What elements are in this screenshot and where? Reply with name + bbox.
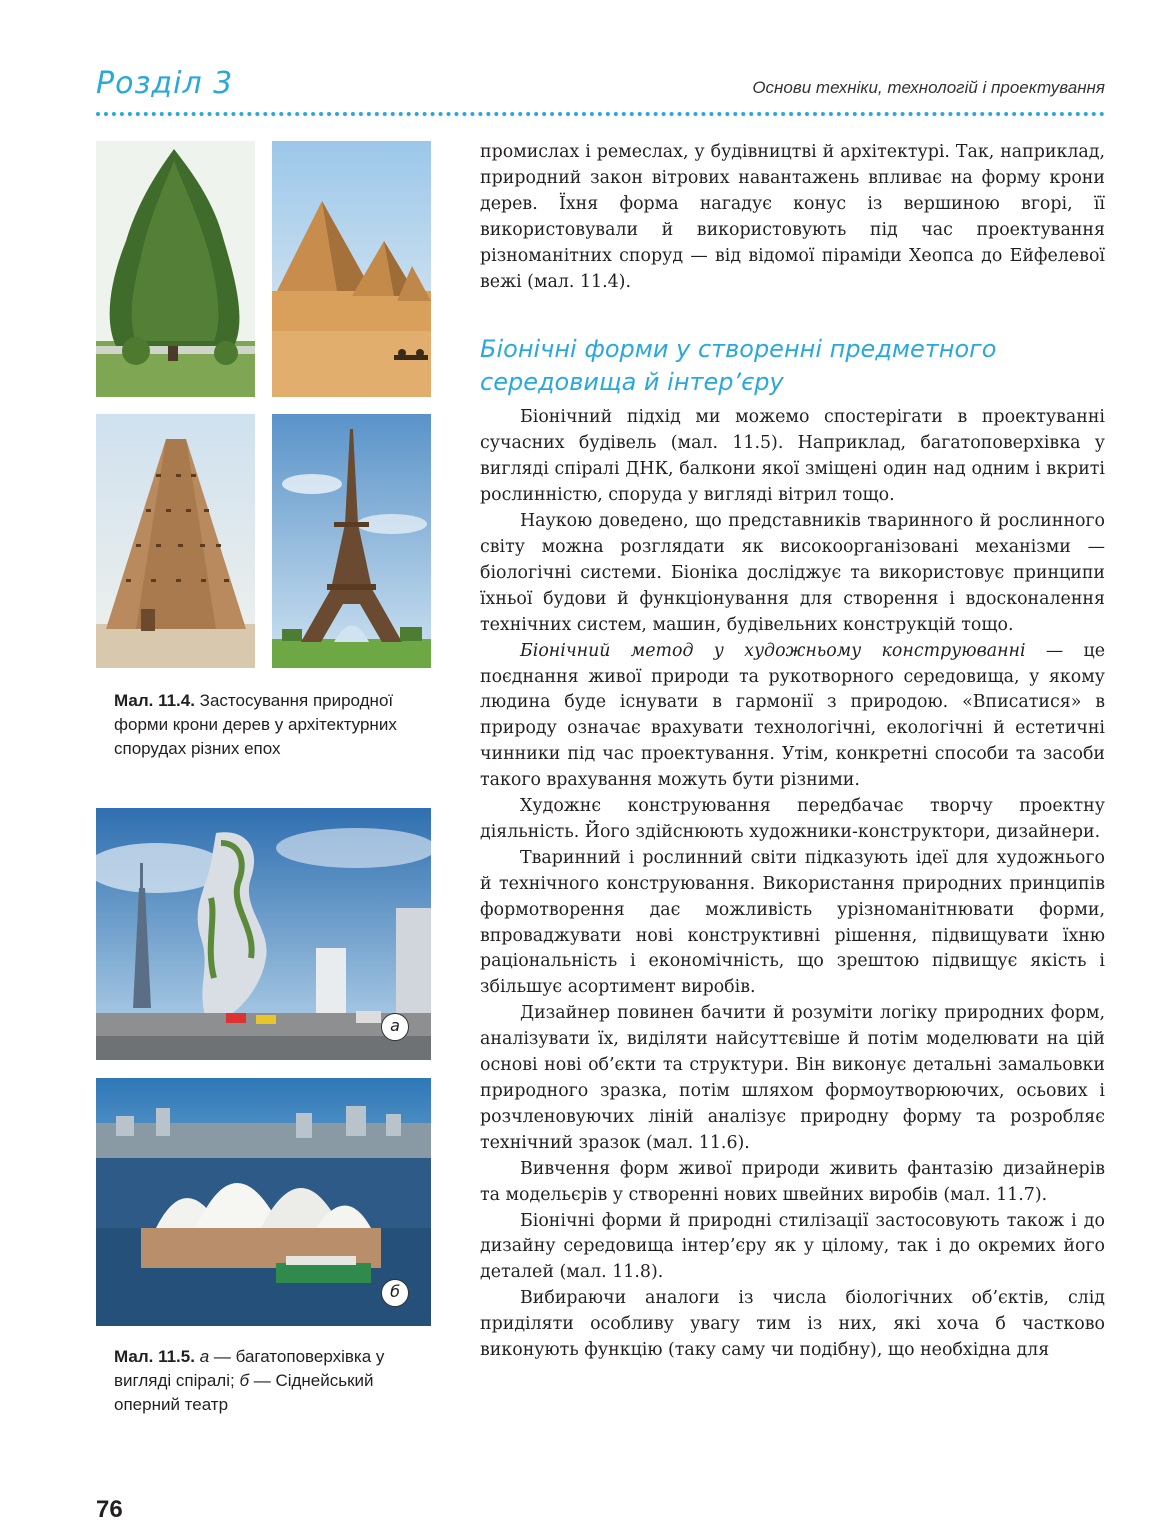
chapter-title: Розділ 3 xyxy=(96,66,234,101)
caption-text-b: — Сіднейський оперний театр xyxy=(114,1371,374,1414)
photo-eiffel-tower xyxy=(272,414,431,668)
caption-label: Мал. 11.4. xyxy=(114,691,195,710)
dotted-divider xyxy=(96,112,1105,116)
photo-pyramids xyxy=(272,141,431,397)
figure-label-b: б xyxy=(381,1279,409,1307)
term-emphasis: Біонічний метод у художньому конструюванні xyxy=(520,640,1026,661)
figure-label-a: а xyxy=(381,1013,409,1041)
figure-11-5-caption xyxy=(114,1345,424,1417)
caption-label: Мал. 11.5. xyxy=(114,1347,195,1366)
photo-mud-mosque xyxy=(96,414,255,668)
photo-tree xyxy=(96,141,255,397)
paragraph-intro: промислах і ремеслах, у будівництві й архітектурі. Так, наприклад, природний закон вітрових навантажень впливає на форму крони дерев. Їхня форма нагадує конус із вершиною вгорі, її використовували й використовують під час проектування різноманітних споруд — від відомої піраміди Хеопса до Ейфелевої вежі (мал. 11.4). xyxy=(480,142,1105,292)
caption-text-a: — багатоповерхівка у вигляді спіралі; xyxy=(114,1347,385,1390)
figure-11-4-caption xyxy=(114,689,424,761)
section-heading xyxy=(480,333,1105,399)
running-header: Основи техніки, технологій і проектування xyxy=(752,78,1105,97)
paragraph: Біонічні форми й природні стилізації застосовують також і до дизайну середовища інтер’єру як у цілому, так і до окремих його деталей (мал. 11.8). xyxy=(480,1210,1105,1283)
paragraph: Художнє конструювання передбачає творчу проектну діяльність. Його здійснюють художники-конструктори, дизайнери. xyxy=(480,796,1105,842)
paragraph: Наукою доведено, що представників тваринного й рослинного світу можна розглядати як високоорганізовані механізми — біологічні системи. Біоніка досліджує та використовує принципи їхньої будови й функціонування для створення і вдосконалення технічних систем, машин, будівельних конструкцій тощо. xyxy=(480,511,1105,635)
caption-letter-b: б xyxy=(239,1371,249,1390)
paragraph-text: — це поєднання живої природи та рукотворного середовища, у якому людина буде існувати в гармонії з природою. «Вписатися» в природу означає врахувати технологічні, екологічні й естетичні чинники під час проектування. Утім, конкретні способи та засоби такого врахування можуть бути різними. xyxy=(480,640,1105,791)
paragraph: Біонічний підхід ми можемо спостерігати в проектуванні сучасних будівель (мал. 11.5). Наприклад, багатоповерхівка у вигляді спіралі ДНК, балкони якої зміщені один над одним і вкриті рослинністю, споруда у вигляді вітрил тощо. xyxy=(480,407,1105,506)
caption-letter-a: а xyxy=(199,1347,210,1366)
page-number: 76 xyxy=(96,1496,123,1523)
paragraph xyxy=(480,639,1105,794)
heading-line-1: Біонічні форми у створенні предметного xyxy=(480,335,997,364)
heading-line-2: середовища й інтер’єру xyxy=(480,368,784,397)
paragraph: Вибираючи аналоги із числа біологічних об’єктів, слід приділяти особливу увагу тим із них, які хоча б частково виконують функцію (таку саму чи подібну), що необхідна для xyxy=(480,1288,1105,1361)
caption-text: Застосування природної форми крони дерев у архітектурних спорудах різних епох xyxy=(114,691,397,758)
main-text xyxy=(480,140,1105,1364)
paragraph: Тваринний і рослинний світи підказують ідеї для художнього й технічного конструювання. Використання природних принципів формотворення дає можливість урізноманітнювати форми, впроваджувати нові конструктивні рішення, підвищувати їхню раціональність і економічність, що зрештою підвищує якість і збільшує асортимент виробів. xyxy=(480,847,1105,998)
paragraph: Вивчення форм живої природи живить фантазію дизайнерів та модельєрів у створенні нових швейних виробів (мал. 11.7). xyxy=(480,1158,1105,1205)
paragraph: Дизайнер повинен бачити й розуміти логіку природних форм, аналізувати їх, виділяти найсуттєвіше й потім моделювати на цій основі нові об’єкти та структури. Він виконує детальні замальовки природного зразка, потім шляхом формоутворюючих, осьових і розчленовуючих ліній аналізує природну форму та розробляє технічний зразок (мал. 11.6). xyxy=(480,1003,1105,1153)
